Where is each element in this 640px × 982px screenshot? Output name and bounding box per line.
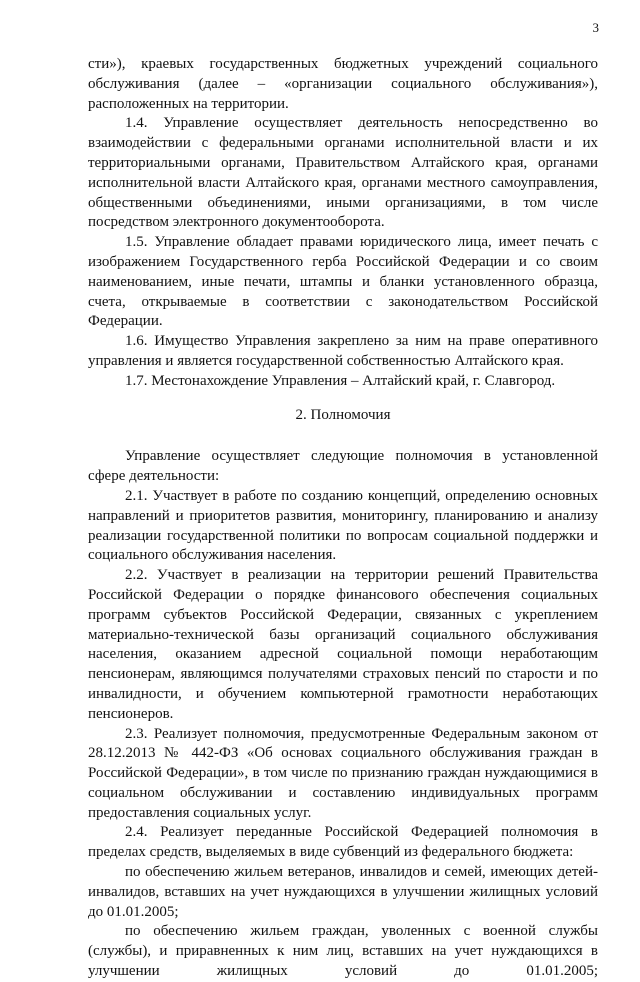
paragraph-2-3: 2.3. Реализует полномочия, предусмотренные Федеральным законом от 28.12.2013 № 442-ФЗ «Об основах социального обслуживания граждан в Российской Федерации», в том числе по признанию граждан нуждающимися в социальном обслуживании и составлению индивидуальных программ предоставления социальных услуг. <box>88 725 598 821</box>
paragraph-continuation: сти»), краевых государственных бюджетных учреждений социального обслуживания (далее – «организации социального обслуживания»), расположенных на территории. <box>88 56 598 112</box>
paragraph-2-2: 2.2. Участвует в реализации на территории решений Правительства Российской Федерации о порядке финансового обеспечения социальных программ субъектов Российской Федерации, связанных с укреплением материально-технической базы организаций социального обслуживания населения, оказанием адресной социальной помощи неработающим пенсионерам, являющимся получателями страховых пенсий по старости и по инвалидности, и обучением компьютерной грамотности неработающих пенсионеров. <box>88 567 598 722</box>
paragraph-2-4-item-b: по обеспечению жильем граждан, уволенных с военной службы (службы), и приравненных к ним лиц, вставших на учет нуждающихся в улучшении жилищных условий до 01.01.2005; <box>88 923 598 980</box>
paragraph-1-5: 1.5. Управление обладает правами юридического лица, имеет печать с изображением Государственного герба Российской Федерации и со своим наименованием, иные печати, штампы и бланки установленного образца, счета, открываемые в соответствии с законодательством Российской Федерации. <box>88 234 598 330</box>
paragraph-2-4-item-a: по обеспечению жильем ветеранов, инвалидов и семей, имеющих детей-инвалидов, вставших на учет нуждающихся в улучшении жилищных условий до 01.01.2005; <box>88 864 598 920</box>
document-body <box>88 55 598 982</box>
section-heading: 2. Полномочия <box>295 406 391 423</box>
paragraph-2-4: 2.4. Реализует переданные Российской Федерацией полномочия в пределах средств, выделяемых в виде субвенций из федерального бюджета: <box>88 824 598 861</box>
paragraph-2-1: 2.1. Участвует в работе по созданию концепций, определению основных направлений и приоритетов развития, мониторингу, планированию и анализу реализации государственной политики по вопросам социальной поддержки и социального обслуживания населения. <box>88 487 598 564</box>
paragraph-1-7: 1.7. Местонахождение Управления – Алтайский край, г. Славгород. <box>125 372 556 389</box>
paragraph-1-4: 1.4. Управление осуществляет деятельность непосредственно во взаимодействии с федеральными органами исполнительной власти и их территориальными органами, Правительством Алтайского края, органами исполнительной власти Алтайского края, органами местного самоуправления, общественными объединениями, иными организациями, в том числе посредством электронного документооборота. <box>88 115 598 231</box>
paragraph-1-6: 1.6. Имущество Управления закреплено за ним на праве оперативного управления и является государственной собственностью Алтайского края. <box>88 333 598 369</box>
page-number: 3 <box>592 20 599 35</box>
paragraph-2-intro: Управление осуществляет следующие полномочия в установленной сфере деятельности: <box>88 448 598 485</box>
